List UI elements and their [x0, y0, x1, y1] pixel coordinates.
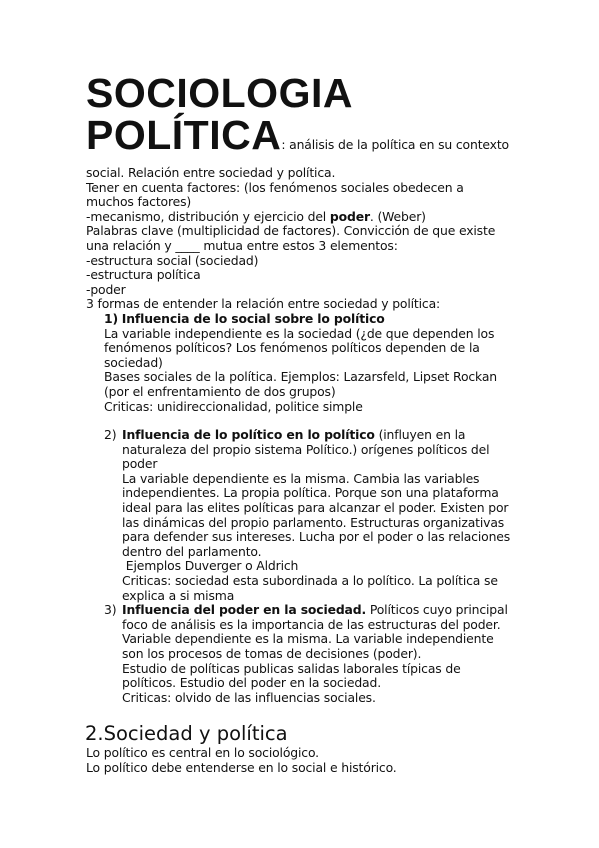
title-word-2: POLÍTICA: [86, 112, 282, 158]
item1-line: sociedad): [104, 354, 163, 370]
keywords-line-5: -poder: [86, 281, 126, 297]
item1-number: 1): [104, 310, 118, 326]
title-line-1: [86, 72, 516, 114]
section2-line: Lo político es central en lo sociológico.: [86, 745, 319, 761]
item1-heading-line: [86, 312, 516, 327]
item3-line: Estudio de políticas publicas salidas laborales típicas de: [122, 660, 461, 676]
item3-line: Variable dependiente es la misma. La variable independiente: [122, 631, 494, 647]
title-suffix: : análisis de la política en su contexto: [281, 137, 509, 152]
item2-line: Criticas: sociedad esta subordinada a lo político. La política se: [122, 573, 498, 589]
item1-line: Bases sociales de la política. Ejemplos: Lazarsfeld, Lipset Rockan: [104, 369, 497, 385]
mechanism-prefix: -mecanismo, distribución y ejercicio del: [86, 208, 330, 224]
item3-line: son los procesos de tomas de decisiones (poder).: [122, 646, 422, 661]
item1-heading: Influencia de lo social sobre lo político: [121, 310, 385, 326]
intro-line-2: Tener en cuenta factores: (los fenómenos sociales obedecen a: [86, 179, 464, 195]
item2-line: ideal para las elites políticas para alcanzar el poder. Existen por: [122, 500, 509, 516]
mechanism-suffix: . (Weber): [369, 208, 426, 224]
section2-line: Lo político debe entenderse en lo social e histórico.: [86, 759, 397, 775]
intro-line-3: muchos factores): [86, 194, 192, 210]
item1-line: fenómenos políticos? Los fenómenos políticos dependen de la: [104, 340, 480, 356]
item2-line: explica a si misma: [122, 587, 235, 603]
keywords-line-6: 3 formas de entender la relación entre sociedad y política:: [86, 296, 441, 312]
item3-heading-line: [86, 603, 516, 618]
section2-heading: 2.Sociedad y política: [85, 722, 288, 746]
item3-number: 3): [104, 602, 117, 618]
item1-line: La variable independiente es la sociedad (¿de que dependen los: [104, 325, 495, 341]
item2-number: 2): [104, 427, 117, 443]
item2-heading-suffix: (influyen en la: [374, 427, 466, 443]
item2-heading-line: [86, 428, 516, 443]
keywords-line-3: -estructura social (sociedad): [86, 252, 259, 268]
item3-heading: Influencia del poder en la sociedad.: [122, 602, 367, 618]
mechanism-line: [86, 210, 516, 225]
item2-line: independientes. La propia política. Porque son una plataforma: [122, 485, 499, 501]
item2-line: para defender sus intereses. Lucha por el poder o las relaciones: [122, 529, 511, 545]
item2-heading: Influencia de lo político en lo político: [122, 427, 375, 443]
title-line-2: [86, 114, 516, 166]
item3-heading-suffix: Políticos cuyo principal: [366, 602, 508, 618]
item2-line: las dinámicas del propio parlamento. Estructuras organizativas: [122, 514, 505, 530]
item3-line: Criticas: olvido de las influencias sociales.: [122, 689, 376, 705]
item2-line: dentro del parlamento.: [122, 543, 262, 559]
item2-line: La variable dependiente es la misma. Cambia las variables: [122, 470, 480, 486]
keywords-line-2: una relación y ____ mutua entre estos 3 elementos:: [86, 237, 398, 253]
item3-line: foco de análisis es la importancia de las estructuras del poder.: [122, 616, 501, 632]
keywords-line-4: -estructura política: [86, 267, 201, 283]
item2-line: poder: [122, 456, 158, 472]
item3-line: políticos. Estudio del poder en la sociedad.: [122, 675, 381, 691]
item2-line: naturaleza del propio sistema Político.) orígenes políticos del: [122, 441, 490, 457]
item2-line: Ejemplos Duverger o Aldrich: [122, 558, 299, 574]
item1-line: (por el enfrentamiento de dos grupos): [104, 383, 336, 399]
title-word-1: SOCIOLOGIA: [86, 70, 353, 116]
mechanism-bold: poder: [329, 208, 370, 224]
intro-line-1: social. Relación entre sociedad y política.: [86, 165, 336, 180]
item1-line: Criticas: unidireccionalidad, politice simple: [104, 398, 363, 414]
keywords-line-1: Palabras clave (multiplicidad de factores). Convicción de que existe: [86, 223, 496, 239]
document-page: [86, 72, 516, 776]
